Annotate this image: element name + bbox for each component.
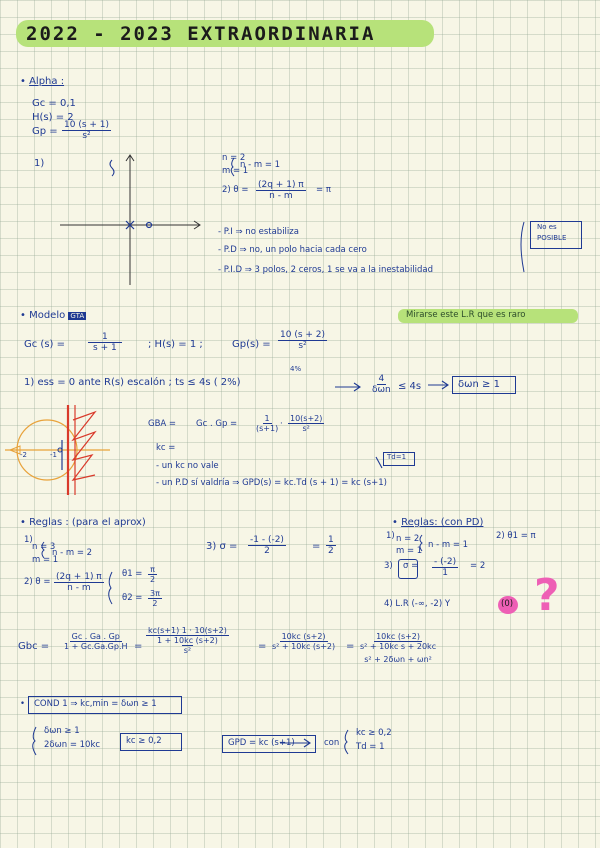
gba-fraction-2: $\frac{10(s+2)}{\text{s²}}$ [290,414,323,434]
modelo-gp-label: Gp(s) = [232,339,271,350]
no-posible-brace [521,222,524,272]
reglas-pd-nm: n - m = 1 [428,540,469,550]
modelo-req-sup: 4% [290,365,302,373]
gbc-eq-2: = [258,641,267,652]
cond-final-brace [345,730,348,754]
modelo-line1: - un kc no vale [156,461,219,471]
posible-label: POSIBLE [537,234,567,242]
cond-con: con [324,738,340,748]
gbc-eq-3: = [346,641,355,652]
modelo-requirement: 1) ess = 0 ante R(s) escalón ; ts ≤ 4s ( 2%) [24,377,241,388]
alpha-gc: Gc = 0,1 [32,98,76,109]
lr-circled: (0) [501,599,514,609]
alpha-theta-label: 2) θ = [222,185,249,195]
modelo-h: ; H(s) = 1 ; [148,339,203,350]
reglas-pd-theta: 2) θ1 = π [496,531,536,541]
modelo-req-fraction: 4 δωn [372,374,391,396]
reglas-theta-fraction: $\frac{(2q + 1) \pi}{n - m}$ [56,572,102,594]
no-es-label: No es [537,223,557,231]
cond-kc: kc ≥ 0,2 [126,736,162,746]
modelo-note: Mirarse este L.R que es raro [406,310,526,320]
reglas-n: n = 3 [32,542,56,552]
axis-label-minus2: -2 [20,451,27,459]
alpha-bullet-pi: - P.I ⇒ no estabiliza [218,227,299,237]
sigma-fraction: $\frac{-1 - (-2)}{2}$ [250,535,284,557]
reglas-pd-item1: 1) [386,531,395,541]
modelo-heading: • Modelo GTA [20,310,85,321]
reglas-pd-m: m = 1 [396,546,423,556]
alpha-heading: • Alpha : [20,76,65,87]
modelo-root-locus [5,405,110,495]
cond-sys2: 2δωn = 10kc [44,740,101,750]
reglas-pd-heading: • Reglas: (con PD) [392,517,484,528]
gbc-fraction-1: $\frac{Gc . Ga . Gp}{1 + Gc.Ga.Gp.H}$ [64,632,128,652]
alpha-gp-fraction: $\frac{10 (s + 1)}{\text{s²}}$ [64,120,110,142]
modelo-gp-fraction: $\frac{10 (s + 2)}{\text{s²}}$ [280,330,326,352]
modelo-result: δωn ≥ 1 [458,379,500,390]
alpha-item1: 1) [34,158,45,169]
alpha-bullet-pid: - P.I.D ⇒ 3 polos, 2 ceros, 1 se va a la inestabilidad [218,265,434,275]
reglas-pd-sigma: σ = [403,561,419,571]
gba-label: GBA = [148,419,177,429]
gba-rhs: Gc . Gp = [196,419,238,429]
alpha-theta-result: = π [316,185,331,195]
reglas-m: m = 1 [32,555,59,565]
alpha-m: m = 1 [222,166,249,176]
page-title: 2022 - 2023 EXTRAORDINARIA [26,23,376,45]
alpha-root-locus-axes [60,155,200,285]
sigma-label: 3) σ = [206,541,238,552]
gbc-eq-1: = [134,641,143,652]
reglas-pd-sigma-fraction: $\frac{- (-2)}{1}$ [434,557,457,579]
cond-bullet: • [20,699,26,709]
modelo-req-le: ≤ 4s [398,381,422,392]
gbc-fraction-4: 10kc (s+2) s² + 10kc s + 20kc s² + 2δωn + ωn² [360,632,437,665]
theta2-fraction: $\frac{3\pi}{2}$ [150,589,160,609]
reglas-theta-label: 2) θ = [24,577,51,587]
reglas-pd-n: n = 2 [396,534,420,544]
axis-label-minus1: -1 [50,451,57,459]
reglas-pd-sigma-num: 3) [384,561,393,571]
reglas-item1: 1) [24,535,33,545]
question-mark: ? [534,570,560,621]
cond-sys1: δωn ≥ 1 [44,726,80,736]
sigma-result: $\frac{1}{2}$ [328,535,334,557]
gbc-fraction-2: kc(s+1) 1 · 10(s+2) 1 + 10kc (s+2) s² [148,626,227,656]
theta1-fraction: $\frac{\pi}{2}$ [150,565,156,585]
reglas-pd-sigma-res: = 2 [470,561,486,571]
modelo-line2: - un P.D sí valdría ⇒ GPD(s) = kc.Td (s + 1) = kc (s+1) [156,478,387,488]
cond-final1: kc ≥ 0,2 [356,728,392,738]
alpha-h: H(s) = 2 [32,112,74,123]
modelo-gc-fraction: $\frac{1}{s + 1}$ [88,332,122,354]
gba-fraction-1: $\frac{1}{(s+1)}$ [256,414,279,434]
kc-label: kc = [156,443,176,453]
alpha-theta-fraction: $\frac{(2q + 1) \pi}{n - m}$ [258,180,304,202]
reglas-nm: n - m = 2 [52,548,93,558]
modelo-gc-label: Gc (s) = [24,339,65,350]
theta-brace [109,572,112,604]
cond-brace [33,727,36,755]
alpha-gp-label: Gp = [32,126,58,137]
td-label: Td=1 [387,453,407,461]
sigma-eq: = [312,541,321,552]
theta2-label: θ2 = [122,593,143,603]
alpha-nm: n - m = 1 [240,160,281,170]
gbc-fraction-3: $\frac{10kc (s+2)}{\text{s² + 10kc (s+2)}}$ [272,632,336,652]
theta1-label: θ1 = [122,569,143,579]
reglas-pd-lr: 4) L.R (-∞, -2) Y [384,599,451,609]
cond-final2: Td = 1 [356,742,385,752]
alpha-n: n = 2 [222,153,246,163]
cond-text: COND 1 ⇒ kc,min = δωn ≥ 1 [34,699,157,709]
alpha-bullet-pd: - P.D ⇒ no, un polo hacia cada cero [218,245,367,255]
cond-gpd: GPD = kc (s+1) [228,738,295,748]
gbc-label: Gbc = [18,641,50,652]
alpha-brace [110,160,114,176]
reglas-heading: • Reglas : (para el aprox) [20,517,146,528]
